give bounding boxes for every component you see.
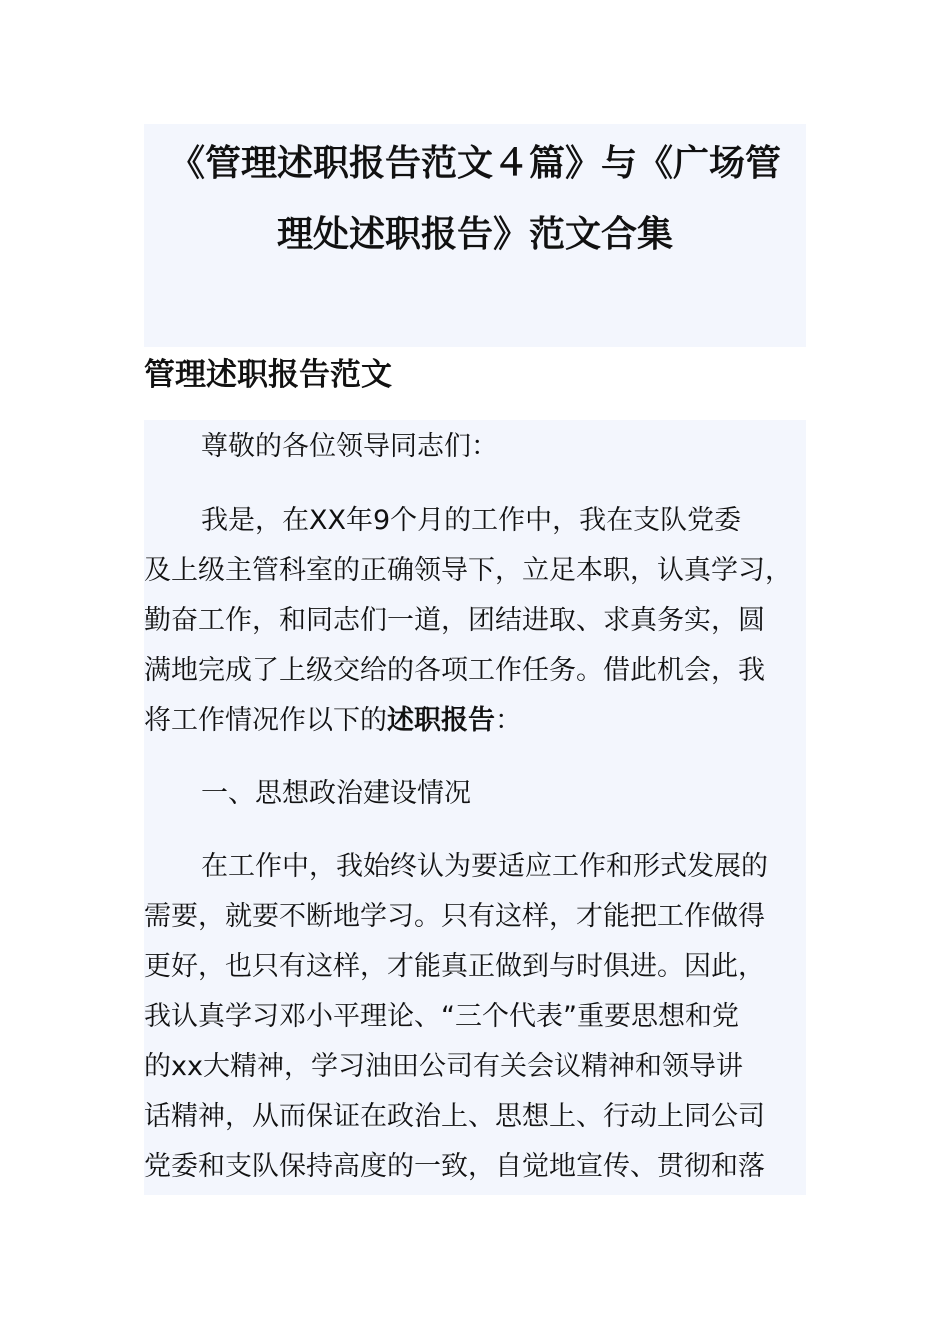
paragraph-2-line-5: 的xx大精神，学习油田公司有关会议精神和领导讲 [144,1051,743,1082]
paragraph-2-line-3: 更好，也只有这样，才能真正做到与时俱进。因此， [144,951,765,982]
section-heading: 管理述职报告范文 [144,357,392,393]
bold-term: 述职报告 [387,705,495,736]
paragraph-2-line-7: 党委和支队保持高度的一致，自觉地宣传、贯彻和落 [144,1151,765,1182]
document-title-line-1: 《管理述职报告范文４篇》与《广场管 [168,143,781,184]
paragraph-1-line-5 [144,701,522,741]
subheading-1: 一、思想政治建设情况 [201,778,471,809]
paragraph-2-line-6: 话精神，从而保证在政治上、思想上、行动上同公司 [144,1101,765,1132]
paragraph-1-line-3: 勤奋工作，和同志们一道，团结进取、求真务实，圆 [144,605,765,636]
paragraph-2-line-2: 需要，就要不断地学习。只有这样，才能把工作做得 [144,901,765,932]
document-title-line-2: 理处述职报告》范文合集 [276,214,673,255]
paragraph-2-line-4: 我认真学习邓小平理论、“三个代表”重要思想和党 [144,1001,739,1032]
paragraph-1-line-4: 满地完成了上级交给的各项工作任务。借此机会，我 [144,655,765,686]
paragraph-2-line-1: 在工作中，我始终认为要适应工作和形式发展的 [201,851,768,882]
paragraph-1-line-1: 我是，在XX年9个月的工作中，我在支队党委 [201,505,742,536]
paragraph-1-line-2: 及上级主管科室的正确领导下，立足本职，认真学习， [144,555,792,586]
salutation: 尊敬的各位领导同志们： [201,431,498,462]
line-5-suffix: ： [495,705,522,736]
line-5-prefix: 将工作情况作以下的 [144,705,387,736]
